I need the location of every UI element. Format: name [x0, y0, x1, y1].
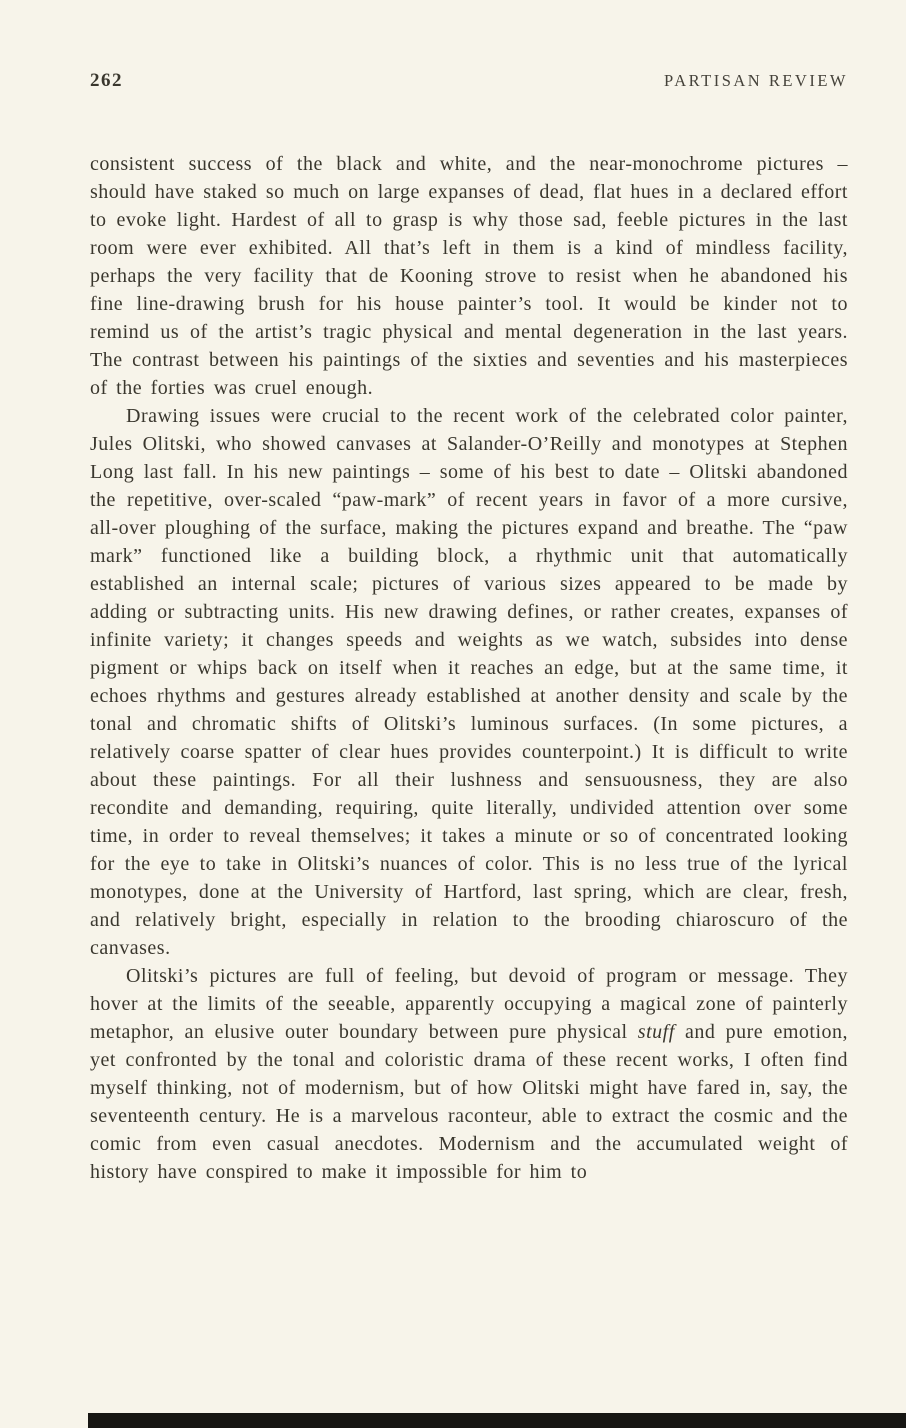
paragraph-3-text-after: and pure emotion, yet confronted by the tonal and coloristic drama of these recent works, I often find myself thinking, not of modernism, but of how Olitski might have fared in, say, the seventeenth century. He is a marvelous raconteur, able to extract the cosmic and the comic from even casual anecdotes. Modernism and the accumulated weight of history have conspired to make it impossible for him to: [90, 1021, 848, 1183]
journal-title: PARTISAN REVIEW: [664, 71, 848, 90]
paragraph-1: consistent success of the black and white, and the near-monochrome pictures – should have staked so much on large expanses of dead, flat hues in a declared effort to evoke light. Hardest of all to grasp is why those sad, feeble pictures in the last room were ever exhibited. All that’s left in them is a kind of mindless facility, perhaps the very facility that de Kooning strove to resist when he abandoned his fine line-drawing brush for his house painter’s tool. It would be kinder not to remind us of the artist’s tragic physical and mental degeneration in the last years. The contrast between his paintings of the sixties and seventies and his masterpieces of the forties was cruel enough.: [90, 153, 848, 399]
page-body: [90, 150, 848, 1186]
scan-edge-artifact: [88, 1413, 906, 1428]
paragraph-3-text-before: Olitski’s pictures are full of feeling, but devoid of program or message. They hover at the limits of the seeable, apparently occupying a magical zone of painterly metaphor, an elusive outer boundary between pure physical: [90, 965, 848, 1043]
paragraph-3: [90, 962, 848, 1186]
paragraph-3-italic-word: stuff: [637, 1021, 675, 1043]
page-header: [90, 70, 848, 92]
paragraph-2: Drawing issues were crucial to the recent work of the celebrated color painter, Jules Olitski, who showed canvases at Salander-O’Reilly and monotypes at Stephen Long last fall. In his new paintings – some of his best to date – Olitski abandoned the repetitive, over-scaled “paw-mark” of recent years in favor of a more cursive, all-over ploughing of the surface, making the pictures expand and breathe. The “paw mark” functioned like a building block, a rhythmic unit that automatically established an internal scale; pictures of various sizes appeared to be made by adding or subtracting units. His new drawing defines, or rather creates, expanses of infinite variety; it changes speeds and weights as we watch, subsides into dense pigment or whips back on itself when it reaches an edge, but at the same time, it echoes rhythms and gestures already established at another density and scale by the tonal and chromatic shifts of Olitski’s luminous surfaces. (In some pictures, a relatively coarse spatter of clear hues provides counterpoint.) It is difficult to write about these paintings. For all their lushness and sensuousness, they are also recondite and demanding, requiring, quite literally, undivided attention over some time, in order to reveal themselves; it takes a minute or so of concentrated looking for the eye to take in Olitski’s nuances of color. This is no less true of the lyrical monotypes, done at the University of Hartford, last spring, which are clear, fresh, and relatively bright, especially in relation to the brooding chiaroscuro of the canvases.: [90, 405, 848, 959]
page-number: 262: [90, 70, 123, 91]
